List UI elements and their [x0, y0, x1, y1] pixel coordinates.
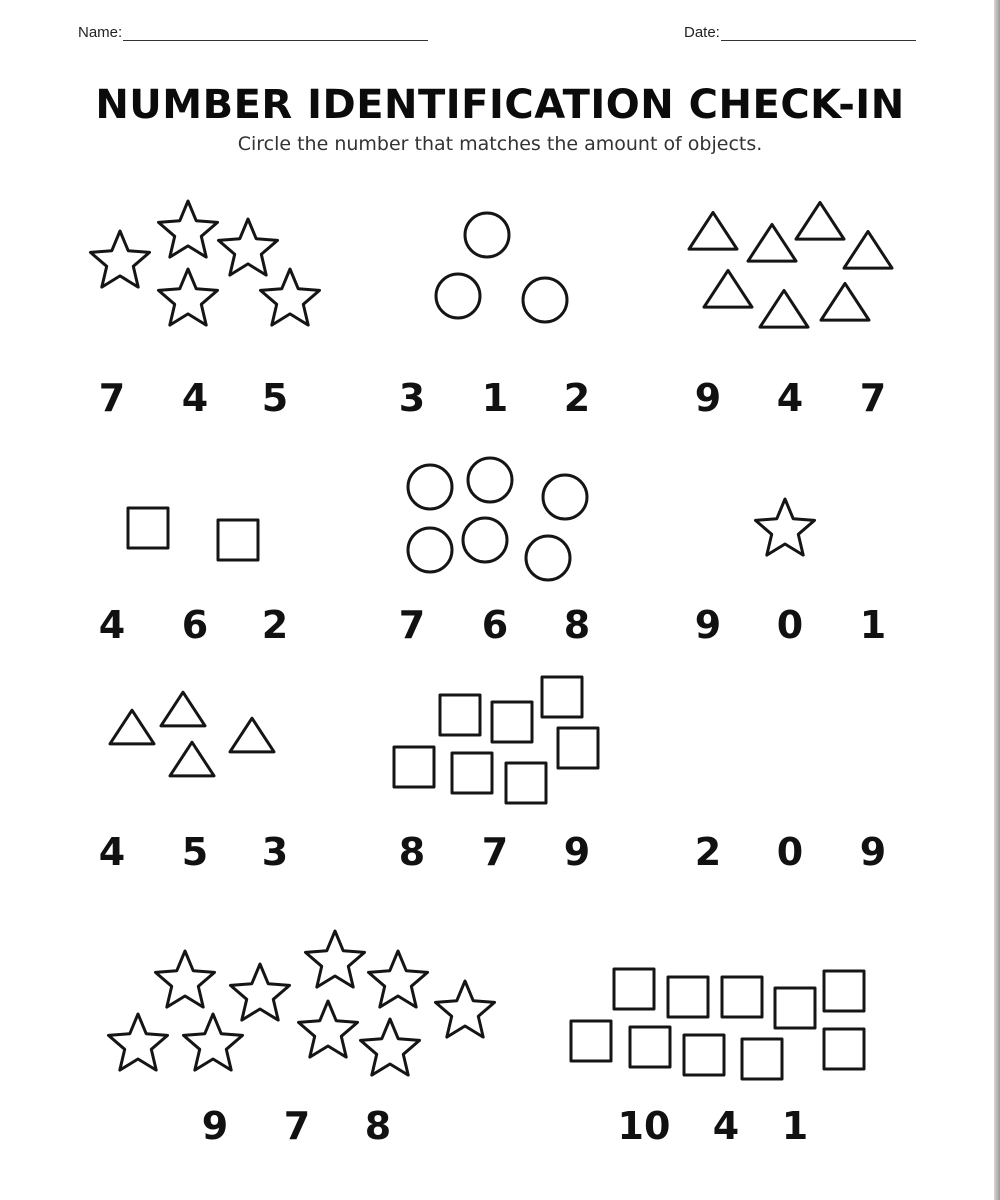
problem-10-star-4 — [369, 951, 428, 1007]
problem-11-square-10 — [824, 1029, 864, 1069]
problem-3-choice-1[interactable]: 9 — [694, 376, 722, 420]
problem-10-star-9 — [361, 1019, 420, 1075]
problem-2-circle-2 — [436, 274, 480, 318]
problem-9-choice-3[interactable]: 9 — [859, 830, 887, 874]
problem-2-choice-1[interactable]: 3 — [398, 376, 426, 420]
worksheet-title: NUMBER IDENTIFICATION CHECK-IN — [95, 82, 905, 128]
problem-1-choice-2[interactable]: 4 — [181, 376, 209, 420]
problem-8-choice-3[interactable]: 9 — [563, 830, 591, 874]
problem-10-star-8 — [299, 1001, 358, 1057]
problem-7-choice-1[interactable]: 4 — [98, 830, 126, 874]
problem-7-choice-2[interactable]: 5 — [181, 830, 209, 874]
problem-1-star-5 — [261, 269, 320, 325]
problem-10-star-6 — [109, 1014, 168, 1070]
problem-8-square-4 — [558, 728, 598, 768]
name-label: Name: — [78, 24, 123, 41]
problem-5-circle-5 — [463, 518, 507, 562]
problem-3-choice-3[interactable]: 7 — [859, 376, 887, 420]
problem-7-triangle-1 — [161, 692, 205, 726]
problem-4-choice-1[interactable]: 4 — [98, 603, 126, 647]
problem-1-choice-1[interactable]: 7 — [98, 376, 126, 420]
problem-1-star-2 — [159, 201, 218, 257]
problem-5-choice-3[interactable]: 8 — [563, 603, 591, 647]
problem-5-choice-1[interactable]: 7 — [398, 603, 426, 647]
problem-7-triangle-3 — [230, 718, 274, 752]
problem-7-triangle-2 — [110, 710, 154, 744]
problem-10-star-3 — [306, 931, 365, 987]
problem-8-square-6 — [452, 753, 492, 793]
problem-9-choice-1[interactable]: 2 — [694, 830, 722, 874]
problem-11-square-3 — [722, 977, 762, 1017]
problem-10-choice-3[interactable]: 8 — [364, 1104, 392, 1148]
problem-2-choice-2[interactable]: 1 — [481, 376, 509, 420]
problem-8-square-7 — [506, 763, 546, 803]
problem-8-square-3 — [542, 677, 582, 717]
problem-3-triangle-7 — [821, 283, 869, 320]
problem-6-star-1 — [756, 499, 815, 555]
problem-3-triangle-5 — [704, 270, 752, 307]
problem-11-square-7 — [630, 1027, 670, 1067]
problem-11-choice-1[interactable]: 10 — [617, 1104, 671, 1148]
problem-2-circle-3 — [523, 278, 567, 322]
problem-10-choice-1[interactable]: 9 — [201, 1104, 229, 1148]
problem-8-choice-2[interactable]: 7 — [481, 830, 509, 874]
problem-6-choice-3[interactable]: 1 — [859, 603, 887, 647]
problem-4-square-1 — [128, 508, 168, 548]
problem-11-square-9 — [742, 1039, 782, 1079]
problem-4-choice-3[interactable]: 2 — [261, 603, 289, 647]
problem-3-triangle-6 — [760, 290, 808, 327]
problem-4-square-2 — [218, 520, 258, 560]
problem-11-choice-2[interactable]: 4 — [712, 1104, 740, 1148]
problem-2-circle-1 — [465, 213, 509, 257]
problem-8-choice-1[interactable]: 8 — [398, 830, 426, 874]
problem-8-square-5 — [394, 747, 434, 787]
problem-3-triangle-2 — [748, 224, 796, 261]
problem-11-square-8 — [684, 1035, 724, 1075]
problem-10-star-1 — [156, 951, 215, 1007]
problem-7-choice-3[interactable]: 3 — [261, 830, 289, 874]
worksheet-instructions: Circle the number that matches the amount of objects. — [237, 133, 763, 155]
problem-10-star-7 — [184, 1014, 243, 1070]
problem-11-square-1 — [614, 969, 654, 1009]
problem-11-square-5 — [824, 971, 864, 1011]
problem-8-square-2 — [492, 702, 532, 742]
problem-1-star-3 — [219, 219, 278, 275]
problem-10-choice-2[interactable]: 7 — [283, 1104, 311, 1148]
problem-9-choice-2[interactable]: 0 — [776, 830, 804, 874]
problem-11-square-6 — [571, 1021, 611, 1061]
problem-3-triangle-4 — [844, 231, 892, 268]
problem-1-star-4 — [159, 269, 218, 325]
problem-1-star-1 — [91, 231, 150, 287]
problem-2-choice-3[interactable]: 2 — [563, 376, 591, 420]
date-label: Date: — [684, 24, 720, 41]
problem-1-choice-3[interactable]: 5 — [261, 376, 289, 420]
problem-5-circle-1 — [408, 465, 452, 509]
problem-11-square-2 — [668, 977, 708, 1017]
problem-7-triangle-4 — [170, 742, 214, 776]
problem-6-choice-2[interactable]: 0 — [776, 603, 804, 647]
problem-11-choice-3[interactable]: 1 — [781, 1104, 809, 1148]
problem-5-circle-6 — [526, 536, 570, 580]
problem-10-star-2 — [231, 964, 290, 1020]
problem-3-triangle-1 — [689, 212, 737, 249]
problem-11-square-4 — [775, 988, 815, 1028]
problem-4-choice-2[interactable]: 6 — [181, 603, 209, 647]
problem-6-choice-1[interactable]: 9 — [694, 603, 722, 647]
problem-5-choice-2[interactable]: 6 — [481, 603, 509, 647]
problem-5-circle-2 — [468, 458, 512, 502]
problem-5-circle-4 — [408, 528, 452, 572]
problem-8-square-1 — [440, 695, 480, 735]
problem-3-triangle-3 — [796, 202, 844, 239]
problem-3-choice-2[interactable]: 4 — [776, 376, 804, 420]
problem-5-circle-3 — [543, 475, 587, 519]
problem-10-star-5 — [436, 981, 495, 1037]
